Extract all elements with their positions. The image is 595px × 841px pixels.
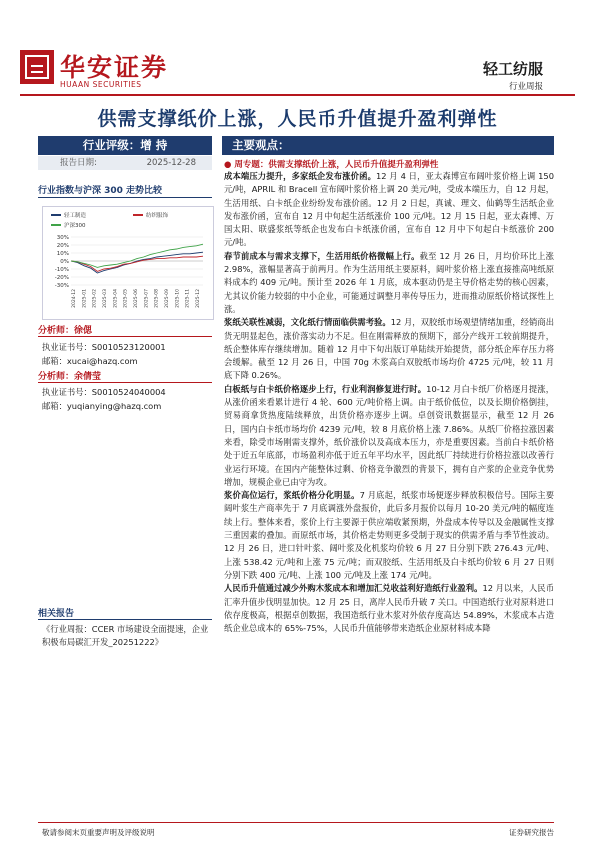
x-tick-label: 2024-12 [72,289,77,308]
related-reports-divider [38,619,212,620]
weekly-topic: ● 周专题：供需支撑纸价上涨，人民币升值提升盈利弹性 [224,160,439,170]
y-tick-label: -10% [54,267,69,273]
x-tick-label: 2025-07 [144,289,150,308]
analyst-header: 分析师：余倩莹 [38,372,102,382]
footer-divider [38,822,554,823]
paragraph-lead: 浆价高位运行，浆纸价格分化明显。 [224,490,360,501]
paragraph [224,316,554,382]
legend-label: 轻工制造 [64,213,87,219]
y-tick-label: 0% [60,259,69,265]
analyst-divider [38,336,212,337]
related-report-link[interactable]: 《行业周报：CCER 市场建设全面提速，企业积极布局碳汇开发_20251222》 [42,624,209,647]
index-chart [42,206,214,320]
chart-plot [43,207,213,319]
paragraph [224,170,554,250]
paragraph-text: 12 月，双胶纸市场观望情绪加重，经销商出货无明显起色，涨价落实动力不足。但在刚需释放的预期下，部分产线开工较前期提升，纸企整体库存继续增加。随着 12 月中下旬出版订单陆续开始提货，部分纸企库存压力将会缓解。截至 12 月 26 日，中国 70g 木浆高白双胶纸市场均价 4725 元/吨，较 11 月底下降 0.26%。 [224,317,554,381]
footer-label: 证券研究报告 [509,828,554,837]
paragraph [224,250,554,316]
analyst-cert: 执业证书号：S0010524040004 [42,387,166,397]
legend-label: 纺织服饰 [146,213,169,219]
report-date-row [38,156,212,170]
page-title: 供需支撑纸价上涨，人民币升值提升盈利弹性 [97,108,498,130]
report-type: 行业周报 [508,82,543,92]
paragraph-lead: 成本端压力提升，多家纸企发布涨价函。 [224,171,377,181]
paragraph-lead: 春节前成本与需求支撑下，生活用纸价格微幅上行。 [224,250,420,261]
paragraph [224,489,554,582]
paragraph-text: 截至 12 月 26 日，月均价环比上涨 2.98%，涨幅显著高于前两月。作为生活用纸主要原料，阔叶浆价格上涨直接推高吨纸原料成本约 409 元/吨。预计至 2026 年 1 月底，成本驱动仍是主导价格走势的核心因素，尤其议价能力较弱的中小企业，可能通过调整月率传导压力，进而推动原纸价格试探性上涨。 [224,250,554,314]
y-tick-label: 10% [56,251,69,257]
paragraph-lead: 人民币升值通过减少外购木浆成本和增加汇兑收益利好造纸行业盈利。 [224,583,483,594]
legend-label: 沪深300 [64,223,86,229]
y-tick-label: -20% [54,275,69,281]
x-tick-label: 2025-05 [123,289,129,308]
paragraph-text: 12 月以来，人民币汇率升值步伐明显加快。12 月 25 日，离岸人民币升破 7 关口。中国造纸行业对原料进口依存度极高，根据卓创数据，我国造纸行业木浆对外依存度高达 54.89%，木浆成本占造纸企业总成本的 65%-75%，人民币升值能够带来造纸企业原材料成本降 [224,583,554,634]
x-tick-label: 2025-03 [103,289,108,308]
report-date-value: 2025-12-28 [146,158,196,168]
paragraph-lead: 白板纸与白卡纸价格逐步上行，行业利润修复进行时。 [224,383,427,394]
report-date-label: 报告日期: [60,158,97,168]
industry-name: 轻工纺服 [482,60,543,78]
paragraph [224,383,554,489]
paragraph-lead: 浆纸关联性减弱，文化纸行情面临供需考验。 [224,317,391,328]
chart-title-divider [38,197,212,198]
paragraph-text: 10-12 月白卡纸厂价格逐月提涨，从涨价函来看累计进行 4 轮、600 元/吨价格上调。由于纸价低位，以及长期价格倒挂，贸易商拿货热度陆续释放，出货价格亦逐步上调。卓创资讯数据显示，截至 12 月 26 日，国内白卡纸市场均价 4239 元/吨，较 8 月底价格上涨 7.86%。从纸厂价格拉涨因素来看，除受市场刚需支撑外，纸价涨价以及高成本压力，亦是重要因素。当前白卡纸价格处于近五年底部，市场盈利亦低于近五年平均水平，因此纸厂持续进行价格拉涨以改善行业运行环境。在国内产能整体过剩、价格竞争激烈的背景下，拥有自产浆的企业竞争优势增加，规模企业已由守为攻。 [224,383,554,487]
analyst-email: 邮箱：yuqianying@hazq.com [42,401,162,411]
paragraph-text: 7 月底起，纸浆市场便逐步释放积极信号。国际主要阔叶浆生产商率先于 7 月底调涨外盘报价，此后多月报价以每月 10-20 美元/吨的幅度连续上行。整体来看，浆价上行主要源于供应端收紧预期，外盘成本传导以及金融属性支撑三重因素的叠加。而原纸市场，其价格走势则更多受制于现实的供需矛盾与季节性波动。12 月 26 日，进口针叶浆、阔叶浆及化机浆均价较 6 月 27 日分别下跌 276.43 元/吨、上涨 538.42 元/吨和上涨 75 元/吨；而双胶纸、生活用纸及白卡纸均价较 6 月 27 日则分别下跌 400 元/吨、上涨 100 元/吨及上涨 174 元/吨。 [224,490,554,580]
x-tick-label: 2025-08 [154,289,160,308]
main-views-header: 主要观点： [222,136,554,155]
x-tick-label: 2025-02 [92,289,98,308]
y-tick-label: 20% [56,243,69,249]
x-tick-label: 2025-06 [134,289,139,308]
industry-rating: 行业评级：增 持 [38,136,212,155]
x-tick-label: 2025-12 [196,289,201,308]
series-line [71,244,203,267]
paragraph-text: 12 月 4 日，亚太森博宣布阔叶浆价格上调 150 元/吨，APRIL 和 Bracell 宣布阔叶浆价格上调 20 美元/吨，受成本端压力，自 12 月起，生活用纸、白卡纸企业纷纷发布涨价函。12 月 2 日起，真诚、理文、仙鹤等生活纸企业发布涨价函，宣布自 12 月中旬起生活纸涨价 100 元/吨。12 月 15 日起，亚太森博、万国太阳、联盛浆纸等纸企也发布白卡纸涨价函，宣布自 12 月中下旬起白卡纸涨价 200 元/吨。 [224,171,554,248]
analyst-header: 分析师：徐偲 [38,326,93,336]
y-tick-label: 30% [56,235,69,241]
y-tick-label: -30% [54,283,69,289]
body-text [224,170,554,635]
x-tick-label: 2025-10 [175,289,181,308]
analyst-cert: 执业证书号：S0010523120001 [42,342,166,352]
x-tick-label: 2025-09 [165,289,170,308]
x-tick-label: 2025-11 [185,289,191,308]
x-tick-label: 2025-04 [113,289,119,308]
logo-text: 华安证券 [60,53,169,82]
analyst-email: 邮箱：xucai@hazq.com [42,356,138,366]
related-reports-header: 相关报告 [38,609,75,619]
footer-disclaimer: 敬请参阅末页重要声明及评级说明 [42,828,155,837]
logo-english: HUAAN SECURITIES [60,80,142,89]
chart-title: 行业指数与沪深 300 走势比较 [38,186,163,196]
header-divider [20,94,575,96]
analyst-divider [38,382,212,383]
logo-mark [20,50,54,84]
paragraph [224,582,554,635]
x-tick-label: 2025-01 [82,289,88,308]
series-line [71,252,203,273]
